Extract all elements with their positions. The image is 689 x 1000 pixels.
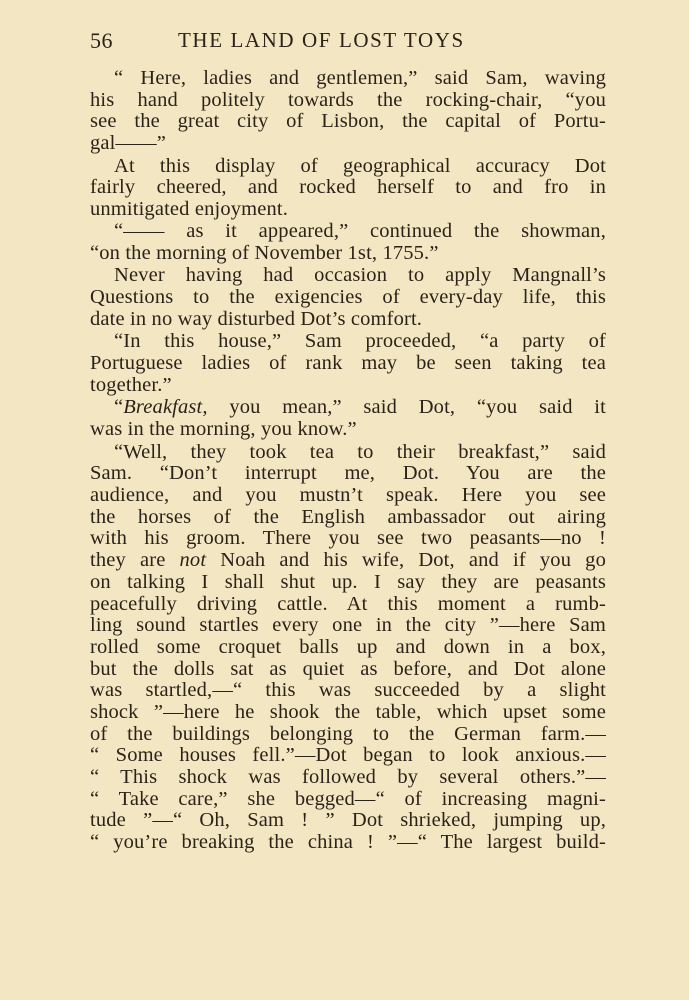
line-text: “ Here, ladies and gentlemen,” said Sam, waving [114,67,606,89]
line-text: date in no way disturbed Dot’s comfort. [90,307,423,330]
text-line [90,637,606,659]
text-line [90,331,606,353]
text-line [90,724,606,746]
text-line [90,90,606,112]
text-line [90,177,606,199]
text-line [90,594,606,616]
line-text: Portuguese ladies of rank may be seen taking tea [90,351,606,374]
text-line [90,767,606,789]
line-text: unmitigated enjoyment. [90,198,289,221]
text-line [90,156,606,178]
text-line [90,745,606,767]
line-text: see the great city of Lisbon, the capital of Portu- [90,110,606,133]
text-line [90,309,606,331]
text-line [90,528,606,550]
page-header [90,28,606,58]
text-line [90,419,606,441]
text-line [90,111,606,133]
page-number: 56 [90,28,113,53]
text-line [90,810,606,832]
text-line [90,243,606,265]
line-text: Noah and his wife, Dot, and if you go [206,549,606,572]
line-text: ling sound startles every one in the city ”—here Sam [90,614,606,637]
text-line [90,442,606,464]
italic-text: Breakfast, [123,396,208,419]
line-text: fairly cheered, and rocked herself to and fro in [90,176,606,199]
line-text: rolled some croquet balls up and down in a box, [90,635,606,658]
line-text: they are [90,549,180,572]
line-text: “—— as it appeared,” continued the showman, [114,219,606,242]
line-text: the horses of the English ambassador out airing [90,505,606,528]
line-text: Never having had occasion to apply Mangnall’s [114,264,606,287]
line-text: gal——” [90,132,167,155]
line-text: “ [114,396,124,419]
text-line [90,133,606,155]
text-line [90,375,606,397]
text-line [90,287,606,309]
line-text: on talking I shall shut up. I say they are peasants [90,570,606,593]
line-text: tude ”—“ Oh, Sam ! ” Dot shrieked, jumping up, [90,809,606,832]
text-line [90,397,606,419]
line-text: At this display of geographical accuracy Dot [114,154,606,177]
line-text: “on the morning of November 1st, 1755.” [90,241,439,264]
body-text [90,68,606,854]
running-title: THE LAND OF LOST TOYS [178,28,465,52]
italic-text: not [179,549,207,572]
text-line [90,572,606,594]
text-line [90,353,606,375]
text-line [90,615,606,637]
text-line [90,789,606,811]
line-text: audience, and you mustn’t speak. Here you see [90,484,606,507]
text-line [90,507,606,529]
line-text: but the dolls sat as quiet as before, and Dot alone [90,657,606,680]
line-text: was startled,—“ this was succeeded by a slight [90,679,606,702]
text-line [90,550,606,572]
line-text: “ you’re breaking the china ! ”—“ The largest build- [90,831,606,854]
text-line [90,463,606,485]
line-text: “In this house,” Sam proceeded, “a party of [114,330,606,353]
text-line [90,68,606,90]
line-text: “Well, they took tea to their breakfast,” said [114,440,606,463]
line-text: “ Take care,” she begged—“ of increasing magni- [90,787,606,810]
text-line [90,485,606,507]
text-line [90,659,606,681]
line-text: together.” [90,373,172,396]
line-text: shock ”—here he shook the table, which upset some [90,700,606,723]
text-line [90,702,606,724]
line-text: Sam. “Don’t interrupt me, Dot. You are the [90,462,606,485]
line-text: of the buildings belonging to the German farm.— [90,722,606,745]
line-text: his hand politely towards the rocking-chair, “you [90,88,606,111]
line-text: with his groom. There you see two peasants—no ! [90,527,606,550]
line-text: was in the morning, you know.” [90,418,357,440]
line-text: “ Some houses fell.”—Dot began to look anxious.— [90,744,606,767]
line-text: Questions to the exigencies of every-day life, this [90,285,606,308]
text-line [90,832,606,854]
line-text: peacefully driving cattle. At this moment a rumb- [90,592,606,615]
text-line [90,265,606,287]
text-line [90,221,606,243]
text-line [90,199,606,221]
line-text: “ This shock was followed by several others.”— [90,766,606,788]
text-line [90,680,606,702]
line-text: you mean,” said Dot, “you said it [207,396,606,419]
